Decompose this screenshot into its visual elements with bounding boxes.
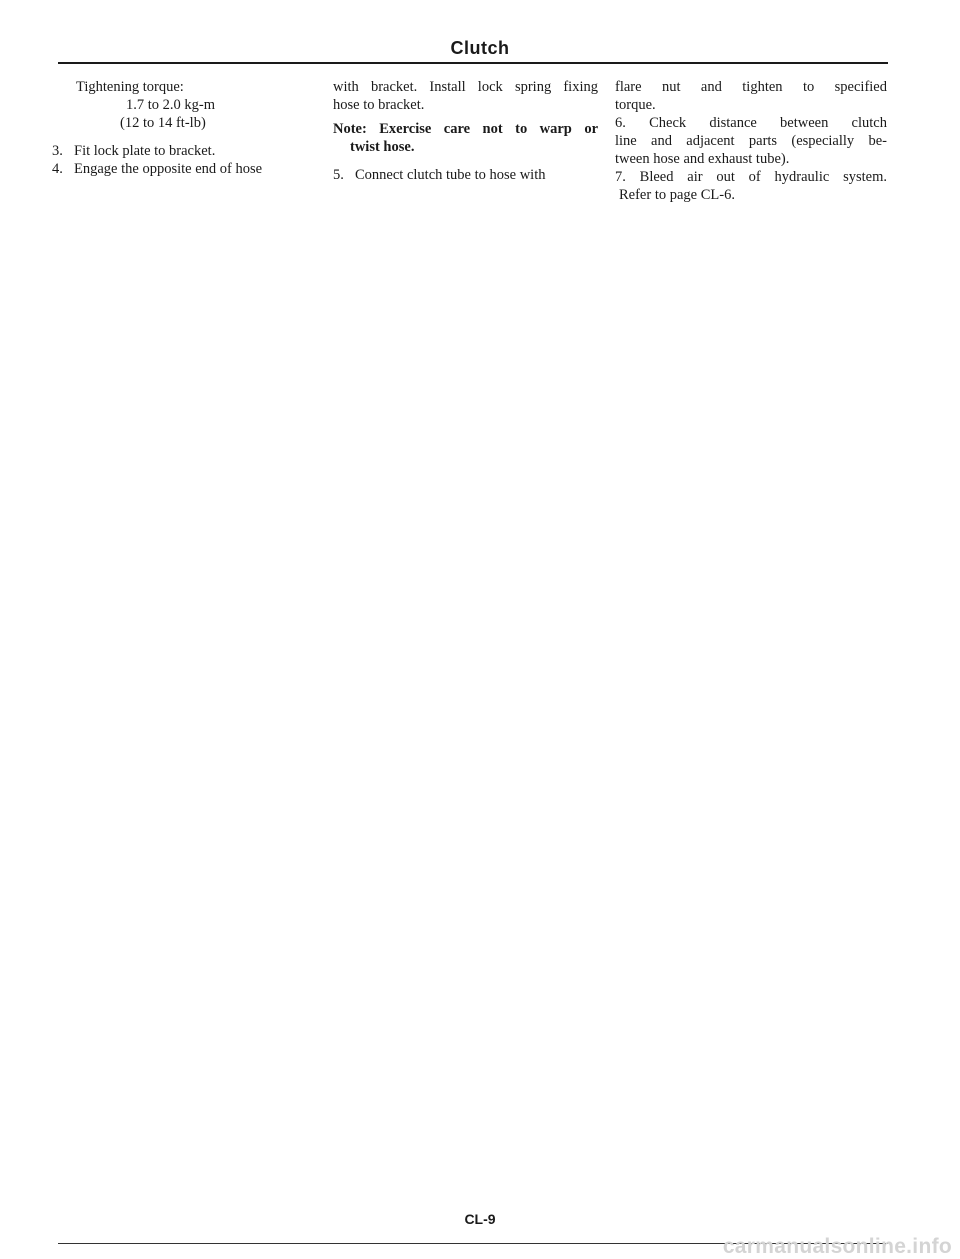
torque-metric: 1.7 to 2.0 kg-m [126,97,216,113]
step-7-line: Refer to page CL-6. [619,187,735,203]
list-item-step-3 [52,142,317,160]
header-divider [58,62,888,64]
paragraph-line: torque. [615,97,656,113]
step-number: 4. [52,161,63,177]
torque-label: Tightening torque: [76,79,184,95]
list-item-step-5 [333,166,598,184]
step-number: 5. [333,167,344,183]
column-middle [333,78,598,184]
note-line: Note: Exercise care not to warp or [333,121,598,137]
paragraph-line: hose to bracket. [333,97,425,113]
step-7-line: 7. Bleed air out of hydraulic system. [615,169,887,185]
step-text: Fit lock plate to bracket. [74,143,216,159]
paragraph-line: with bracket. Install lock spring fixing [333,79,598,95]
step-number: 3. [52,143,63,159]
step-6-line: 6. Check distance between clutch [615,115,887,131]
list-item-step-4 [52,160,317,178]
step-text: Engage the opposite end of hose [74,161,263,177]
watermark: carmanualsonline.info [722,1235,952,1258]
step-text: Connect clutch tube to hose with [355,167,546,183]
note-line: twist hose. [350,139,415,155]
paragraph-line: flare nut and tighten to specified [615,79,887,95]
page-number: CL-9 [464,1211,496,1227]
page-title: Clutch [450,38,510,58]
column-right [615,78,887,204]
torque-imperial: (12 to 14 ft-lb) [120,115,206,131]
step-6-line: tween hose and exhaust tube). [615,151,790,167]
column-left [52,78,317,178]
step-6-line: line and adjacent parts (especially be- [615,133,887,149]
